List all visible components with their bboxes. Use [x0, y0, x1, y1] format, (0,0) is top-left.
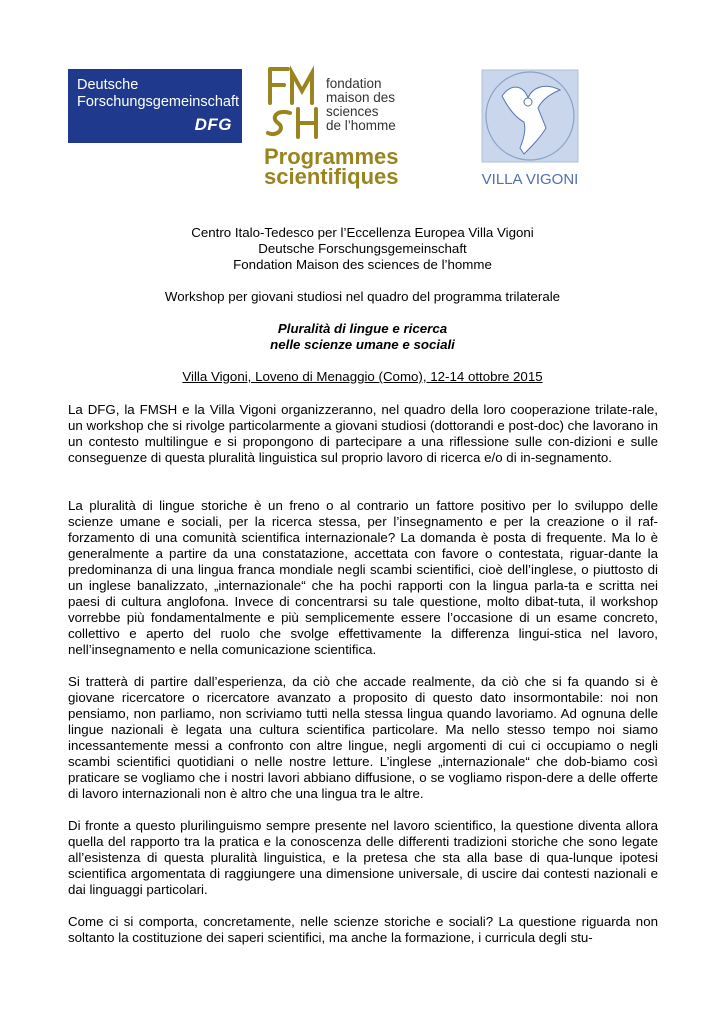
villa-vigoni-emblem-icon: [480, 68, 582, 188]
paragraph-2: La pluralità di lingue storiche è un freno o al contrario un fattore positivo per lo sviluppo delle scienze umane e sociali, per la ricerca stessa, per l’insegnamento e per la creazione o il raf-forzamento di una comunità scientifica internazionale? La domanda è posta di frequente. Ma lo è generalmente a partire da una constatazione, accettata con favore o contestata, riguar-dante la predominanza di una lingua franca mondiale negli scambi scientifici, cioè dell’inglese, o piuttosto di un inglese banalizzato, „internazionale“ che ha pochi rapporti con la lingua parla-ta e scritta nei paesi di cultura anglofona. Invece di concentrarsi su tale questione, molto dibat-tuta, il workshop vorrebbe più fondamentalmente e più semplicemente essere l’occasione di un esame concreto, collettivo e aperto del ruolo che svolge effettivamente la differenza lingui-stica nel lavoro, nell’insegnamento e nella comunicazione scientifica.: [68, 498, 658, 657]
header-line-3: Fondation Maison des sciences de l’homme: [233, 257, 492, 272]
paragraph-1: La DFG, la FMSH e la Villa Vigoni organizzeranno, nel quadro della loro cooperazione trilate-rale, un workshop che si rivolge particolarmente a giovani studiosi (dottorandi e post-doc) che lavorano in un contesto multilingue e si propongono di partecipare a una riflessione sulle con-dizioni e sulle conseguenze di questa pluralità linguistica sul proprio lavoro di ricerca e/o di in-segnamento.: [68, 402, 658, 465]
paragraph-3: Si tratterà di partire dall’esperienza, da ciò che accade realmente, da ciò che si fa quando si è giovane ricercatore o ricercatore avanzato a proposito di questo dato insormontabile: noi non pensiamo, non parliamo, non scriviamo tutti nella stessa lingua quando lavoriamo. Ad ognuna delle lingue nazionali è legata una cultura scientifica particolare. Ma nello stesso tempo noi siamo incessantemente messi a confronto con altre lingue, negli argomenti di cui ci occupiamo o negli scambi scientifici quotidiani o nelle nostre letture. L’inglese „internazionale“ che dob-biamo così praticare se vogliamo che i nostri lavori abbiano diffusione, o se vogliamo rispon-dere a delle offerte di lavoro internazionali non è altro che una lingua tra le altre.: [68, 674, 658, 801]
dfg-logo-mark: DFG: [194, 115, 232, 134]
venue-text: Villa Vigoni, Loveno di Menaggio (Como), 12-14 ottobre 2015: [182, 369, 543, 384]
title-line-2: nelle scienze umane e sociali: [270, 337, 455, 352]
paragraph-5: Come ci si comporta, concretamente, nelle scienze storiche e sociali? La questione riguarda non soltanto la costituzione dei saperi scientifici, ma anche la formazione, i curricula degli stu-: [68, 914, 658, 945]
villa-vigoni-logo-text: VILLA VIGONI: [481, 171, 579, 188]
workshop-line: Workshop per giovani studiosi nel quadro del programma trilaterale: [164, 289, 561, 304]
dfg-logo-line2: Forschungsgemeinschaft: [77, 94, 239, 110]
header-line-1: Centro Italo-Tedesco per l’Eccellenza Europea Villa Vigoni: [191, 225, 534, 240]
header-line-2: Deutsche Forschungsgemeinschaft: [258, 241, 467, 256]
fmsh-programmes: Programmes: [264, 144, 399, 169]
fmsh-monogram-icon: [264, 65, 326, 139]
fmsh-scientifiques: scientifiques: [264, 164, 399, 189]
title-line-1: Pluralità di lingue e ricerca: [277, 321, 448, 336]
villa-vigoni-logo: [480, 68, 582, 188]
dfg-logo: [68, 69, 242, 143]
venue-line: [0, 369, 725, 385]
fmsh-line-1: fondation: [326, 76, 382, 91]
fmsh-line-4: de l’homme: [326, 118, 396, 133]
fmsh-line-2: maison des: [326, 90, 396, 105]
paragraph-4: Di fronte a questo plurilinguismo sempre presente nel lavoro scientifico, la questione diventa allora quella del rapporto tra la pratica e la conoscenza delle differenti tradizioni storiche che sono legate all’esistenza di questa pluralità linguistica, e la pretesa che sta alla base di qua-lunque ipotesi scientifica argomentata di raggiungere una dimensione universale, di uscire dai contesti nazionali e dai linguaggi particolari.: [68, 818, 658, 897]
fmsh-line-3: sciences: [326, 104, 379, 119]
fmsh-logo: [262, 63, 422, 189]
dfg-logo-line1: Deutsche: [77, 77, 139, 93]
